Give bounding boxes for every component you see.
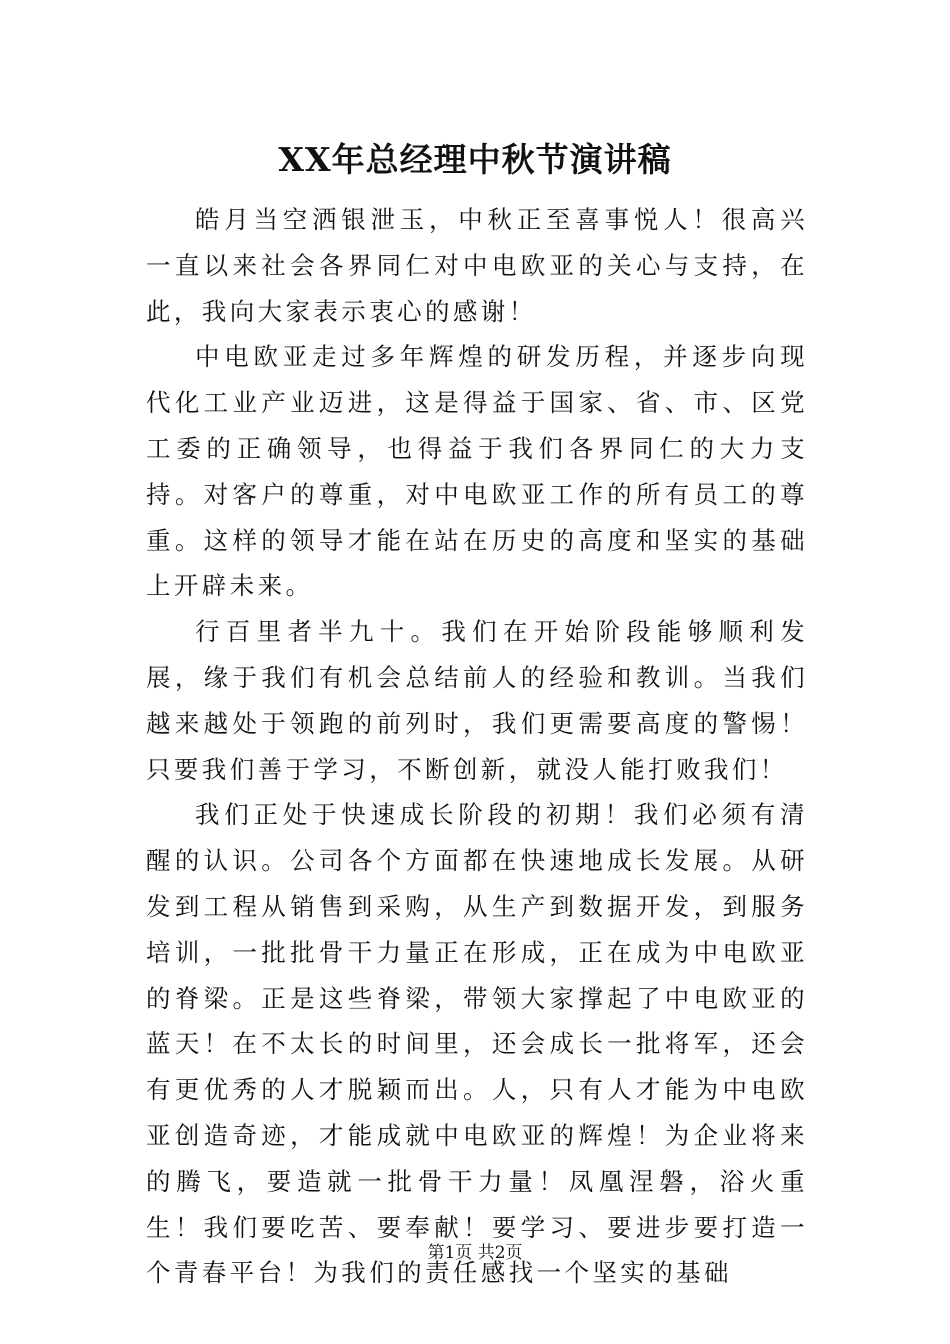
page-footer: 第1页 共2页 (427, 1243, 523, 1263)
document-title: XX年总经理中秋节演讲稿 (278, 140, 672, 179)
document-body (146, 197, 808, 1296)
paragraph-4: 我们正处于快速成长阶段的初期！我们必须有清醒的认识。公司各个方面都在快速地成长发展。从研发到工程从销售到采购，从生产到数据开发，到服务培训，一批批骨干力量正在形成，正在成为中电欧亚的脊梁。正是这些脊梁，带领大家撑起了中电欧亚的蓝天！在不太长的时间里，还会成长一批将军，还会有更优秀的人才脱颖而出。人，只有人才能为中电欧亚创造奇迹，才能成就中电欧亚的辉煌！为企业将来的腾飞，要造就一批骨干力量！凤凰涅磐，浴火重生！我们要吃苦、要奉献！要学习、要进步要打造一个青春平台！为我们的责任感找一个坚实的基础 (146, 800, 808, 1288)
paragraph-2: 中电欧亚走过多年辉煌的研发历程，并逐步向现代化工业产业迈进，这是得益于国家、省、市、区党工委的正确领导，也得益于我们各界同仁的大力支持。对客户的尊重，对中电欧亚工作的所有员工的尊重。这样的领导才能在站在历史的高度和坚实的基础上开辟未来。 (146, 342, 808, 601)
paragraph-1: 皓月当空洒银泄玉，中秋正至喜事悦人！很高兴一直以来社会各界同仁对中电欧亚的关心与支持，在此，我向大家表示衷心的感谢！ (146, 205, 808, 326)
paragraph-3: 行百里者半九十。我们在开始阶段能够顺利发展，缘于我们有机会总结前人的经验和教训。当我们越来越处于领跑的前列时，我们更需要高度的警惕！只要我们善于学习，不断创新，就没人能打败我们！ (146, 617, 808, 784)
